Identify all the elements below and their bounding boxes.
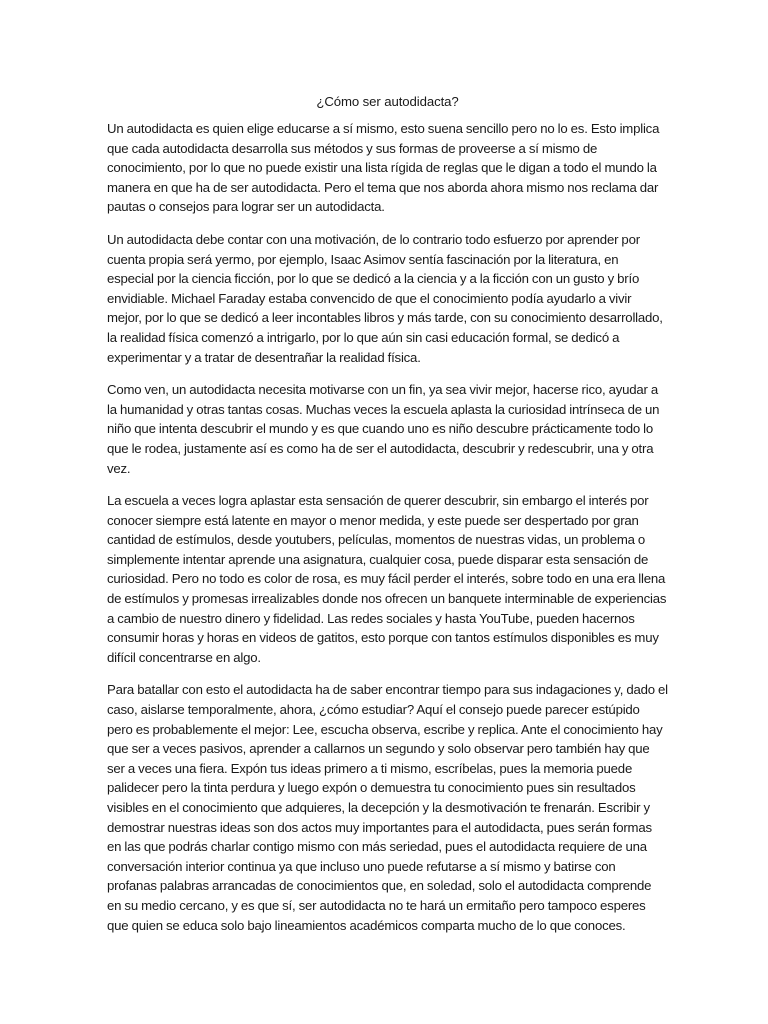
paragraph-1: Un autodidacta es quien elige educarse a sí mismo, esto suena sencillo pero no lo es. Esto implica que cada autodidacta desarrolla sus métodos y sus formas de proveerse a sí mismo de conocimiento, por lo que no puede existir una lista rígida de reglas que le digan a todo el mundo la manera en que ha de ser autodidacta. Pero el tema que nos aborda ahora mismo nos reclama dar pautas o consejos para lograr ser un autodidacta. — [107, 121, 660, 215]
document-title: ¿Cómo ser autodidacta? — [316, 94, 459, 109]
paragraph-2: Un autodidacta debe contar con una motivación, de lo contrario todo esfuerzo por aprender por cuenta propia será yermo, por ejemplo, Isaac Asimov sentía fascinación por la literatura, en especial por la ciencia ficción, por lo que se dedicó a la ciencia y a la ficción con un gusto y brío envidiable. Michael Faraday estaba convencido de que el conocimiento podía ayudarlo a vivir mejor, por lo que se dedicó a leer incontables libros y más tarde, con su conocimiento desarrollado, la realidad física comenzó a intrigarlo, por lo que aún sin casi educación formal, se dedicó a experimentar y a tratar de desentrañar la realidad física. — [107, 231, 663, 365]
paragraph-4: La escuela a veces logra aplastar esta sensación de querer descubrir, sin embargo el interés por conocer siempre está latente en mayor o menor medida, y este puede ser despertado por gran cantidad de estímulos, desde youtubers, películas, momentos de nuestras vidas, un problema o simplemente intentar aprende una asignatura, cualquier cosa, puede disparar esta sensación de curiosidad. Pero no todo es color de rosa, es muy fácil perder el interés, sobre todo en una era llena de estímulos y promesas irrealizables donde nos ofrecen un banquete interminable de experiencias a cambio de nuestro dinero y fidelidad. Las redes sociales y hasta YouTube, pueden hacernos consumir horas y horas en videos de gatitos, esto porque con tantos estímulos disponibles es muy difícil concentrarse en algo. — [107, 493, 667, 665]
paragraph-3: Como ven, un autodidacta necesita motivarse con un fin, ya sea vivir mejor, hacerse rico, ayudar a la humanidad y otras tantas cosas. Muchas veces la escuela aplasta la curiosidad intrínseca de un niño que intenta descubrir el mundo y es que cuando uno es niño descubre prácticamente todo lo que le rodea, justamente así es como ha de ser el autodidacta, descubrir y redescubrir, una y otra vez. — [107, 382, 660, 476]
paragraph-5: Para batallar con esto el autodidacta ha de saber encontrar tiempo para sus indagaciones y, dado el caso, aislarse temporalmente, ahora, ¿cómo estudiar? Aquí el consejo puede parecer estúpido pero es probablemente el mejor: Lee, escucha observa, escribe y replica. Ante el conocimiento hay que ser a veces pasivos, aprender a callarnos un segundo y solo observar pero también hay que ser a veces una fiera. Expón tus ideas primero a ti mismo, escríbelas, pues la memoria puede palidecer pero la tinta perdura y luego expón o demuestra tu conocimiento pues sin resultados visibles en el conocimiento que adquieres, la decepción y la desmotivación te frenarán. Escribir y demostrar nuestras ideas son dos actos muy importantes para el autodidacta, pues serán formas en las que podrás charlar contigo mismo con más seriedad, pues el autodidacta requiere de una conversación interior continua ya que incluso uno puede refutarse a sí mismo y batirse con profanas palabras arrancadas de conocimientos que, en soledad, solo el autodidacta comprende en su medio cercano, y es que sí, ser autodidacta no te hará un ermitaño pero tampoco esperes que quien se educa solo bajo lineamientos académicos comparta mucho de lo que conoces. — [107, 682, 668, 933]
